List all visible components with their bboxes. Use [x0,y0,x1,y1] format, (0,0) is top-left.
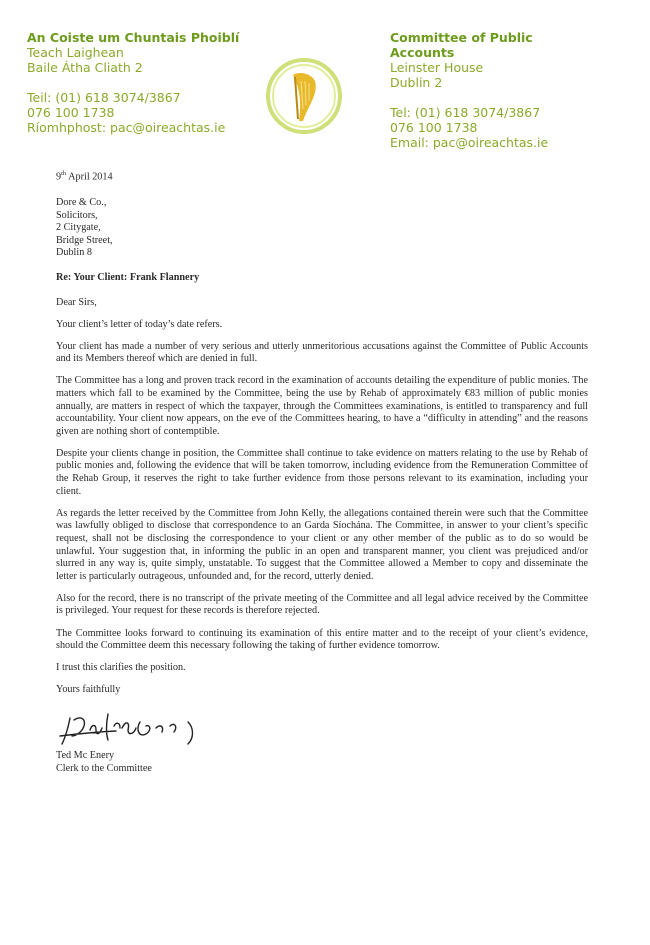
paragraph: Despite your clients change in position, the Committee shall continue to take evidence on matters relating to the use by Rehab of public monies and, following the evidence that will be taken tomorrow, including evidence from the Remuneration Committee of the Rehab Group, it reserves the right to take further evidence from those persons relevant to its examination, including your client. [56,447,588,497]
address-line: 2 Citygate, [56,222,101,234]
letterhead [0,30,650,160]
subject-line: Re: Your Client: Frank Flannery [56,271,200,283]
paragraph: The Committee looks forward to continuing its examination of this entire matter and to the receipt of your client’s evidence, should the Committee deem this necessary following the taking of further evidence tomorrow. [56,627,588,652]
address-line: Dore & Co., [56,196,107,208]
address-line: Solicitors, [56,209,98,221]
paragraph: I trust this clarifies the position. [56,662,186,674]
paragraph: Your client has made a number of very serious and utterly unmeritorious accusations against the Committee of Public Accounts and its Members thereof which are denied in full. [56,340,588,365]
org-name-irish: An Coiste um Chuntais Phoiblí [27,30,240,45]
salutation: Dear Sirs, [56,296,97,308]
phone-line: 076 100 1738 [390,120,478,135]
phone-line: Tel: (01) 618 3074/3867 [390,105,541,120]
date-suffix: th [61,170,67,177]
signature-image [56,706,216,750]
email-line: Ríomhphost: pac@oireachtas.ie [27,120,226,135]
signer-name: Ted Mc Enery [56,750,115,762]
email-line: Email: pac@oireachtas.ie [390,135,549,150]
letter-body [56,168,588,776]
paragraph: Also for the record, there is no transcript of the private meeting of the Committee and all legal advice received by the Committee is privileged. Your request for these records is therefore rejected. [56,592,588,617]
letter-date [56,168,588,184]
closing: Yours faithfully [56,684,121,696]
phone-line: 076 100 1738 [27,105,115,120]
paragraph: As regards the letter received by the Committee from John Kelly, the allegations contained therein were such that the Committee was lawfully obliged to disclose that correspondence to an Garda Síochána. The Committee, in answer to your client’s specific request, shall not be disclosing the correspondence to your client or any other member of the public as to do so would be unlawful. Your suggestion that, in informing the public in an open and transparent manner, you client was prejudiced and/or slurred in any way is, quite simply, unstatable. To suggest that the Committee allowed a Member to copy and disseminate the letter is particularly outrageous, unfounded and, for the record, utterly denied. [56,507,588,582]
letterhead-irish [27,30,257,135]
recipient-address [56,197,588,260]
date-day: 9 [56,171,62,183]
signer-block [56,750,588,775]
address-line: Leinster House [390,60,484,75]
paragraph: Your client’s letter of today’s date refers. [56,318,223,330]
paragraph: The Committee has a long and proven track record in the examination of accounts detailing the expenditure of public monies. The matters which fall to be examined by the Committee, being the use by Rehab of approximately €83 million of public monies annually, are matters in respect of which the taxpayer, through the Committees examinations, is entitled to transparency and full accountability. Your client now appears, on the eve of the Committees hearing, to have a “difficulty in attending” and the reasons given are nothing short of contemptible. [56,375,588,437]
address-line: Teach Laighean [27,45,124,60]
signature [56,706,588,750]
letterhead-english [390,30,620,150]
address-line: Dublin 8 [56,247,92,259]
phone-line: Teil: (01) 618 3074/3867 [27,90,181,105]
org-name-english: Accounts [390,45,455,60]
address-line: Bridge Street, [56,234,113,246]
date-month-year: April 2014 [66,171,113,183]
org-name-english: Committee of Public [390,30,533,45]
signer-title: Clerk to the Committee [56,762,152,774]
harp-icon [265,57,343,135]
address-line: Baile Átha Cliath 2 [27,60,143,75]
address-line: Dublin 2 [390,75,443,90]
